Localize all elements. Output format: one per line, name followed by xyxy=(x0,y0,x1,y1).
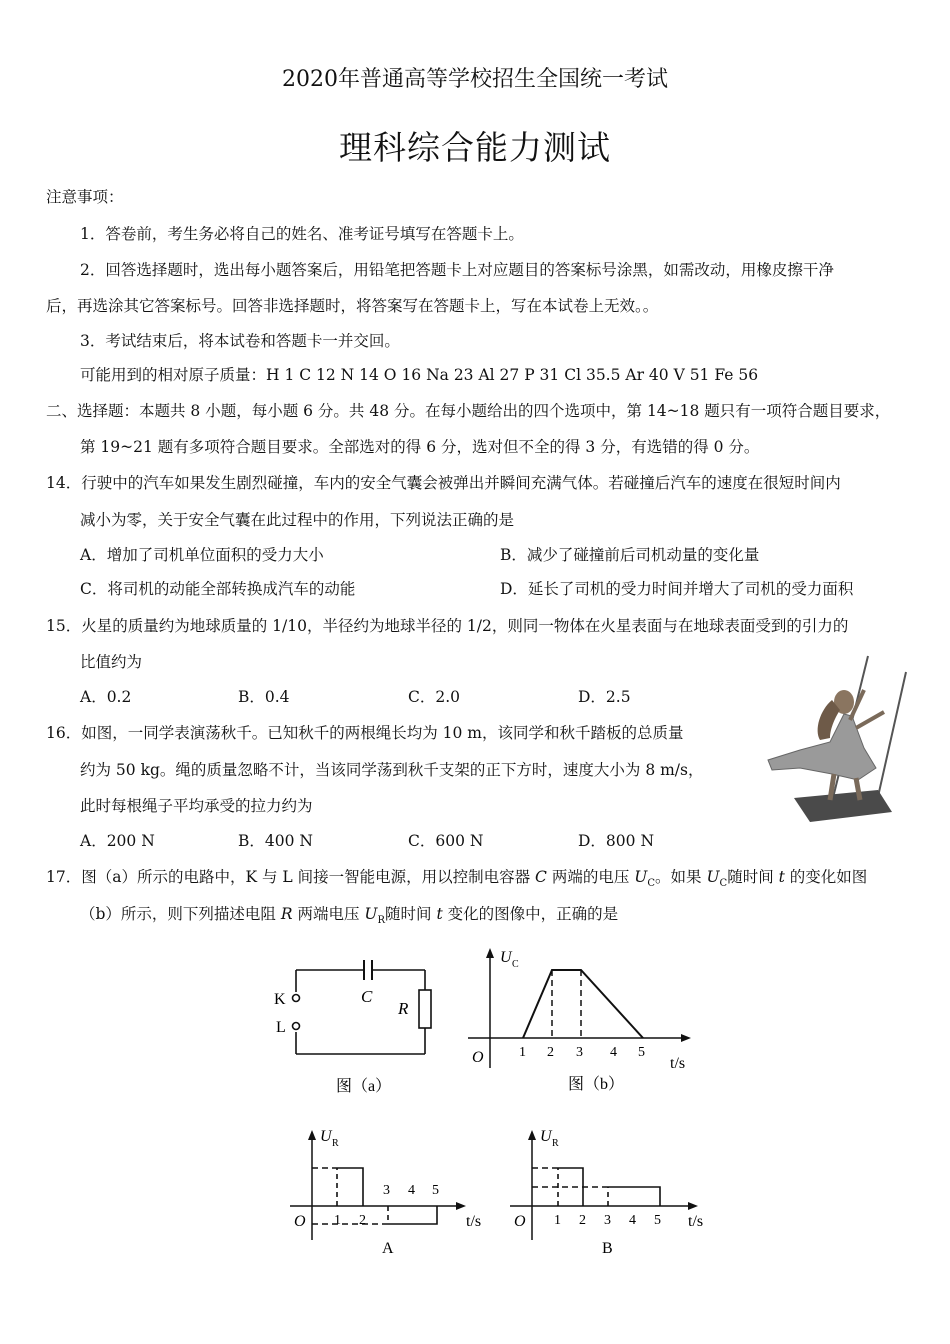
option-a-caption: A xyxy=(382,1240,394,1257)
section-intro-line1: 二、选择题：本题共 8 小题，每小题 6 分。共 48 分。在每小题给出的四个选项中，第 14~18 题只有一项符合题目要求， xyxy=(46,402,891,420)
tick-a-5: 5 xyxy=(432,1183,439,1198)
terminal-l-label: L xyxy=(276,1019,286,1036)
q15-stem-line1: 15．火星的质量约为地球质量的 1/10，半径约为地球半径的 1/2，则同一物体在火星表面与在地球表面受到的引力的 xyxy=(46,617,849,635)
q14-stem-line2: 减小为零，关于安全气囊在此过程中的作用，下列说法正确的是 xyxy=(80,511,515,529)
q14-option-d: D．延长了司机的受力时间并增大了司机的受力面积 xyxy=(500,580,854,598)
xlabel-a: t/s xyxy=(466,1213,482,1230)
origin-a: O xyxy=(294,1213,306,1230)
ylabel-a: U xyxy=(320,1128,332,1145)
ylabel-b: U xyxy=(500,949,512,966)
tick-a-3: 3 xyxy=(383,1183,390,1198)
q17-stem-line2: （b）所示，则下列描述电阻 R 两端电压 $U_R$随时间 t 变化的图像中，正确的是 xyxy=(80,905,619,927)
atomic-masses: 可能用到的相对原子质量：H 1 C 12 N 14 O 16 Na 23 Al 27 P 31 Cl 35.5 Ar 40 V 51 Fe 56 xyxy=(80,366,759,384)
xlabel-b: t/s xyxy=(670,1055,686,1072)
tick-bopt-4: 4 xyxy=(629,1213,636,1228)
tick-bopt-2: 2 xyxy=(579,1213,586,1228)
note-item-3: 3．考试结束后，将本试卷和答题卡一并交回。 xyxy=(80,332,400,350)
tick-b-5: 5 xyxy=(638,1045,645,1060)
q17-stem-line1: 17．图（a）所示的电路中，K 与 L 间接一智能电源，用以控制电容器 C 两端的电压 $U_C$。如果 $U_C$随时间 t 的变化如图 xyxy=(46,868,868,890)
q16-option-b: B．400 N xyxy=(238,832,313,850)
section-intro-line2: 第 19~21 题有多项符合题目要求。全部选对的得 6 分，选对但不全的得 3 分，有选错的得 0 分。 xyxy=(80,438,760,456)
note-item-1: 1．答卷前，考生务必将自己的姓名、准考证号填写在答题卡上。 xyxy=(80,225,524,243)
figure-a-caption: 图（a） xyxy=(336,1078,392,1095)
resistor-label: R xyxy=(398,999,409,1018)
notes-heading: 注意事项： xyxy=(46,188,124,206)
q15-option-a: A．0.2 xyxy=(80,688,132,706)
q16-option-a: A．200 N xyxy=(80,832,155,850)
q15-option-d: D．2.5 xyxy=(578,688,631,706)
tick-a-4: 4 xyxy=(408,1183,415,1198)
ylabel-b-sub: C xyxy=(512,959,519,970)
ylabel-a-sub: R xyxy=(332,1138,339,1149)
ylabel-bopt: U xyxy=(540,1128,552,1145)
q14-stem-line1: 14．行驶中的汽车如果发生剧烈碰撞，车内的安全气囊会被弹出并瞬间充满气体。若碰撞后汽车的速度在很短时间内 xyxy=(46,474,841,492)
tick-b-1: 1 xyxy=(519,1045,526,1060)
q16-stem-line3: 此时每根绳子平均承受的拉力约为 xyxy=(80,797,313,815)
figure-b-graph xyxy=(460,942,700,1092)
exam-subject: 理科综合能力测试 xyxy=(339,128,611,167)
q16-stem-line1: 16．如图，一同学表演荡秋千。已知秋千的两根绳长均为 10 m，该同学和秋千踏板的总质量 xyxy=(46,724,684,742)
tick-a-2: 2 xyxy=(359,1213,366,1228)
ylabel-bopt-sub: R xyxy=(552,1138,559,1149)
tick-bopt-5: 5 xyxy=(654,1213,661,1228)
tick-b-2: 2 xyxy=(547,1045,554,1060)
q14-option-a: A．增加了司机单位面积的受力大小 xyxy=(80,546,324,564)
tick-b-3: 3 xyxy=(576,1045,583,1060)
terminal-k-label: K xyxy=(274,991,286,1008)
q15-option-c: C．2.0 xyxy=(408,688,461,706)
note-item-2-line2: 后，再选涂其它答案标号。回答非选择题时，将答案写在答题卡上，写在本试卷上无效。。 xyxy=(46,297,659,315)
exam-title: 2020年普通高等学校招生全国统一考试 xyxy=(282,67,668,92)
tick-bopt-3: 3 xyxy=(604,1213,611,1228)
tick-a-1: 1 xyxy=(334,1213,341,1228)
option-b-caption: B xyxy=(602,1240,613,1257)
swing-illustration xyxy=(760,650,910,830)
note-item-2-line1: 2．回答选择题时，选出每小题答案后，用铅笔把答题卡上对应题目的答案标号涂黑，如需改动，用橡皮擦干净 xyxy=(80,261,834,279)
q16-stem-line2: 约为 50 kg。绳的质量忽略不计，当该同学荡到秋千支架的正下方时，速度大小为 8 m/s， xyxy=(80,761,704,779)
origin-b: O xyxy=(472,1049,484,1066)
tick-bopt-1: 1 xyxy=(554,1213,561,1228)
q14-option-c: C．将司机的动能全部转换成汽车的动能 xyxy=(80,580,356,598)
tick-b-4: 4 xyxy=(610,1045,617,1060)
capacitor-label: C xyxy=(361,987,373,1006)
figure-a-circuit xyxy=(260,950,450,1100)
figure-b-caption: 图（b） xyxy=(568,1076,625,1092)
q15-stem-line2: 比值约为 xyxy=(80,653,143,671)
q14-option-b: B．减少了碰撞前后司机动量的变化量 xyxy=(500,546,760,564)
xlabel-bopt: t/s xyxy=(688,1213,704,1230)
q15-option-b: B．0.4 xyxy=(238,688,290,706)
q16-option-d: D．800 N xyxy=(578,832,655,850)
option-a-graph xyxy=(282,1122,492,1262)
option-b-graph xyxy=(502,1122,712,1262)
origin-bopt: O xyxy=(514,1213,526,1230)
q16-option-c: C．600 N xyxy=(408,832,484,850)
